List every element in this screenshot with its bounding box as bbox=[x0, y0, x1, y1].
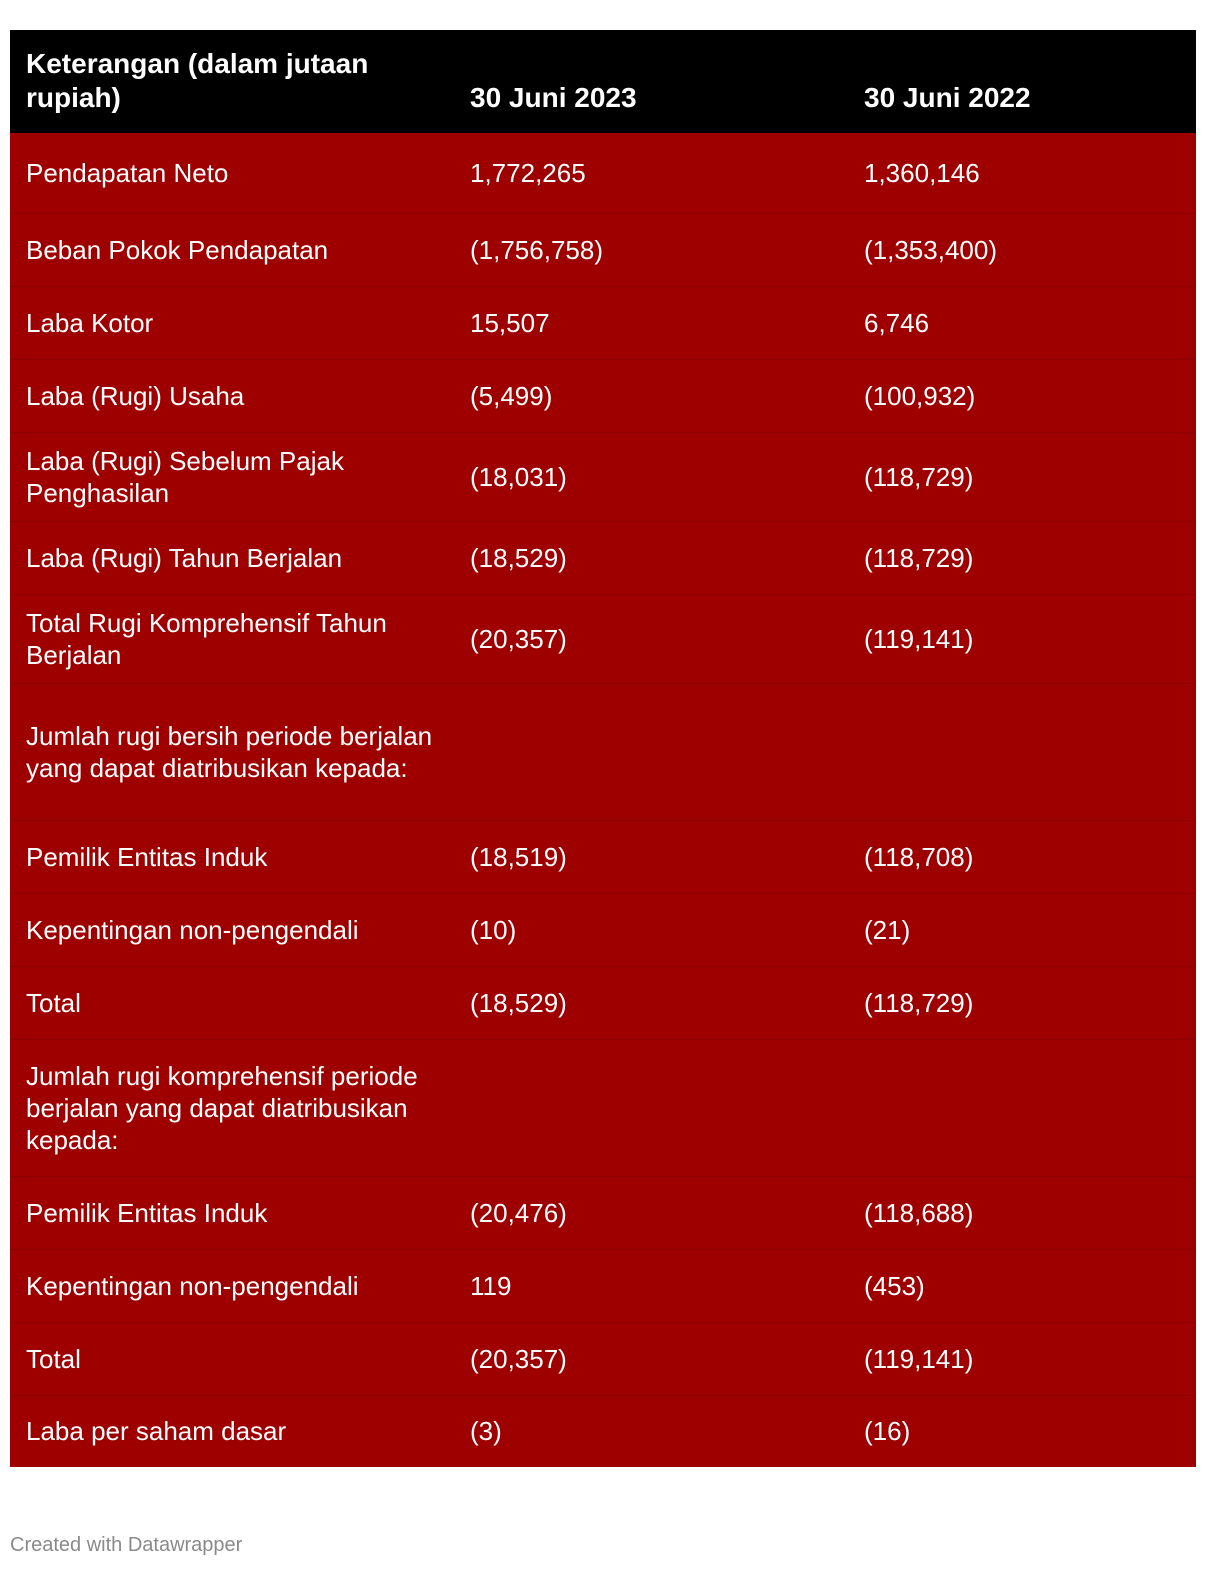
row-value-2023: (1,756,758) bbox=[470, 234, 603, 265]
row-value-2023: (3) bbox=[470, 1416, 502, 1447]
header-description[interactable]: Keterangan (dalam jutaan rupiah) bbox=[26, 48, 369, 113]
row-value-2023: (20,476) bbox=[470, 1197, 567, 1228]
row-value-2022: (119,141) bbox=[864, 623, 974, 654]
row-value-2022 bbox=[848, 1039, 1196, 1176]
financial-table bbox=[10, 30, 1196, 1467]
row-label: Jumlah rugi bersih periode berjalan yang dapat diatribusikan kepada: bbox=[26, 720, 433, 783]
row-value-2022: (118,729) bbox=[864, 987, 974, 1018]
row-value-2022 bbox=[848, 683, 1196, 820]
row-value-2022: (118,729) bbox=[864, 542, 974, 573]
table-row bbox=[10, 594, 1196, 683]
table-row-section bbox=[10, 683, 1196, 820]
row-label: Jumlah rugi komprehensif periode berjalan yang dapat diatribusikan kepada: bbox=[26, 1060, 418, 1155]
row-value-2023: 1,772,265 bbox=[470, 157, 586, 188]
table-row bbox=[10, 432, 1196, 521]
header-row bbox=[10, 30, 1196, 133]
row-value-2023: (18,529) bbox=[470, 542, 567, 573]
row-value-2022: (453) bbox=[864, 1270, 925, 1301]
row-label: Total bbox=[26, 1343, 81, 1374]
table-row-section bbox=[10, 1039, 1196, 1176]
row-label: Laba per saham dasar bbox=[26, 1416, 287, 1447]
table-row bbox=[10, 359, 1196, 432]
table-row bbox=[10, 966, 1196, 1039]
row-value-2022: (16) bbox=[864, 1416, 911, 1447]
table-row bbox=[10, 133, 1196, 213]
row-value-2023: 119 bbox=[470, 1270, 512, 1301]
table-body bbox=[10, 133, 1196, 1467]
financial-table-container bbox=[10, 30, 1196, 1467]
row-value-2023: (20,357) bbox=[470, 623, 567, 654]
header-2022[interactable]: 30 Juni 2022 bbox=[864, 82, 1031, 113]
row-label: Laba (Rugi) Usaha bbox=[26, 380, 245, 411]
table-row bbox=[10, 213, 1196, 286]
row-label: Pendapatan Neto bbox=[26, 157, 229, 188]
row-value-2023: (18,519) bbox=[470, 841, 567, 872]
row-label: Laba (Rugi) Tahun Berjalan bbox=[26, 542, 343, 573]
table-row bbox=[10, 521, 1196, 594]
table-row bbox=[10, 1395, 1196, 1467]
row-label: Total Rugi Komprehensif Tahun Berjalan bbox=[26, 607, 387, 670]
row-value-2022: (1,353,400) bbox=[864, 234, 997, 265]
row-value-2022: (118,729) bbox=[864, 461, 974, 492]
row-value-2023: (18,031) bbox=[470, 461, 567, 492]
row-value-2023 bbox=[454, 1039, 848, 1176]
row-value-2023: (10) bbox=[470, 914, 517, 945]
datawrapper-credit[interactable]: Created with Datawrapper bbox=[10, 1534, 243, 1556]
row-label: Kepentingan non-pengendali bbox=[26, 1270, 359, 1301]
table-row bbox=[10, 1322, 1196, 1395]
row-value-2022: (21) bbox=[864, 914, 911, 945]
row-value-2023: (5,499) bbox=[470, 380, 553, 411]
row-label: Pemilik Entitas Induk bbox=[26, 1197, 268, 1228]
row-value-2022: (119,141) bbox=[864, 1343, 974, 1374]
row-label: Laba (Rugi) Sebelum Pajak Penghasilan bbox=[26, 445, 344, 508]
table-row bbox=[10, 286, 1196, 359]
row-value-2023: (18,529) bbox=[470, 987, 567, 1018]
row-value-2022: 6,746 bbox=[864, 307, 930, 338]
row-label: Total bbox=[26, 987, 81, 1018]
row-value-2023: (20,357) bbox=[470, 1343, 567, 1374]
row-value-2023: 15,507 bbox=[470, 307, 550, 338]
row-label: Beban Pokok Pendapatan bbox=[26, 234, 329, 265]
row-label: Laba Kotor bbox=[26, 307, 154, 338]
row-value-2023 bbox=[454, 683, 848, 820]
row-value-2022: (118,688) bbox=[864, 1197, 974, 1228]
table-row bbox=[10, 1176, 1196, 1249]
row-value-2022: (118,708) bbox=[864, 841, 974, 872]
row-label: Kepentingan non-pengendali bbox=[26, 914, 359, 945]
row-value-2022: 1,360,146 bbox=[864, 157, 980, 188]
table-row bbox=[10, 893, 1196, 966]
table-header bbox=[10, 30, 1196, 133]
table-row bbox=[10, 1249, 1196, 1322]
table-row bbox=[10, 820, 1196, 893]
header-2023[interactable]: 30 Juni 2023 bbox=[470, 82, 637, 113]
row-value-2022: (100,932) bbox=[864, 380, 976, 411]
row-label: Pemilik Entitas Induk bbox=[26, 841, 268, 872]
